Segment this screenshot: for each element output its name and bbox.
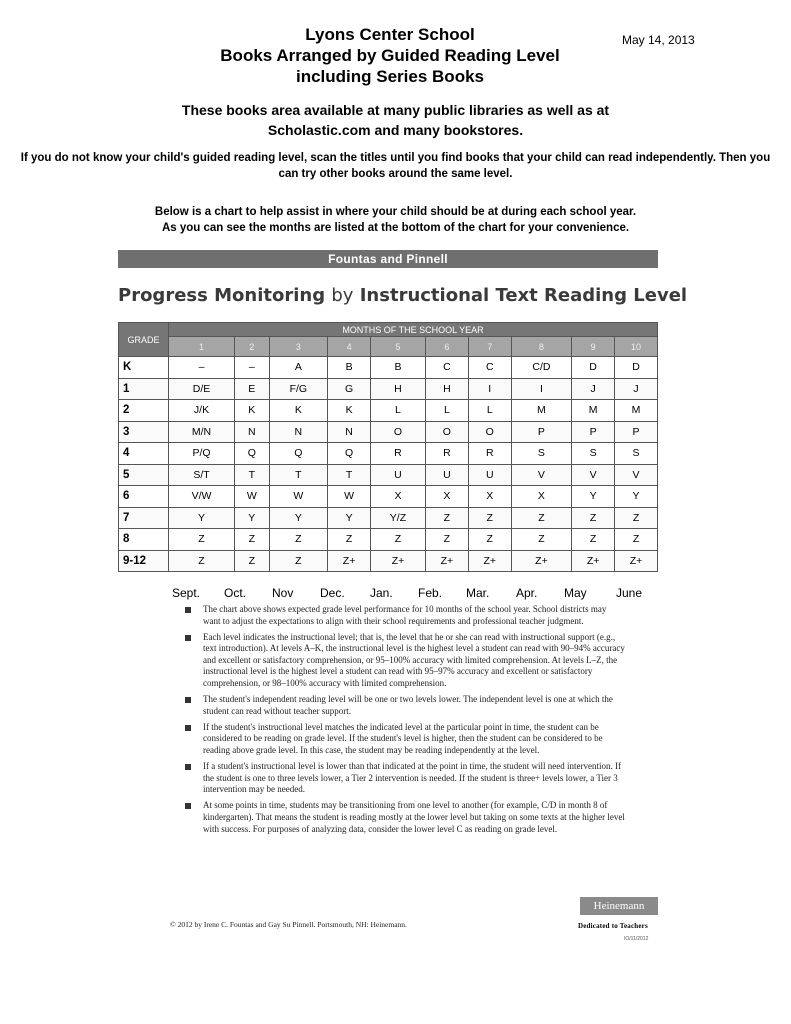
level-cell: T (328, 464, 371, 486)
level-cell: Y (234, 507, 269, 529)
level-cell: M (572, 400, 615, 422)
level-cell: C (425, 357, 468, 379)
explanation-line: As you can see the months are listed at the bottom of the chart for your convenience. (161, 222, 630, 234)
level-cell: O (468, 421, 511, 443)
level-cell: E (234, 378, 269, 400)
level-cell: Z (468, 507, 511, 529)
month-label: Apr. (516, 586, 538, 600)
level-cell: Z+ (425, 550, 468, 572)
month-number-header: 6 (425, 337, 468, 357)
level-cell: J (572, 378, 615, 400)
level-cell: X (468, 486, 511, 508)
level-cell: U (425, 464, 468, 486)
level-cell: K (328, 400, 371, 422)
month-number-header: 8 (511, 337, 571, 357)
level-cell: X (511, 486, 571, 508)
month-number-header: 4 (328, 337, 371, 357)
level-cell: V (572, 464, 615, 486)
chart-title-part: Progress Monitoring (118, 285, 326, 306)
grade-cell: 9-12 (119, 550, 169, 572)
reading-level-table (118, 322, 658, 572)
title-line: including Series Books (296, 67, 484, 86)
level-cell: Z (511, 507, 571, 529)
month-number-header: 5 (371, 337, 426, 357)
chart-explanation (60, 204, 731, 236)
title-line: Books Arranged by Guided Reading Level (220, 46, 560, 65)
note-text: If a student's instructional level is lower than that indicated at the point in time, the student will need intervention. If the student is one to three levels lower, a Tier 2 intervention is needed. If the student is three+ levels lower, a Tier 3 intervention may be needed. (203, 761, 622, 795)
availability-note (60, 100, 731, 140)
month-number-header: 10 (615, 337, 658, 357)
month-label: Nov (272, 586, 294, 600)
level-cell: H (371, 378, 426, 400)
note-item (185, 694, 625, 717)
level-cell: V/W (169, 486, 235, 508)
level-cell: D (615, 357, 658, 379)
square-bullet-icon (185, 725, 191, 731)
level-cell: Q (234, 443, 269, 465)
level-cell: S/T (169, 464, 235, 486)
grade-column-header: GRADE (119, 323, 169, 357)
note-text: The chart above shows expected grade level performance for 10 months of the school year. School districts may want to adjust the expectations to align with their school requirements and professional teacher judgment. (203, 604, 607, 626)
level-cell: Z+ (615, 550, 658, 572)
level-cell: S (511, 443, 571, 465)
level-cell: – (169, 357, 235, 379)
level-cell: Z (425, 529, 468, 551)
heinemann-logo: Heinemann (580, 897, 658, 915)
grade-cell: 1 (119, 378, 169, 400)
level-cell: Z+ (511, 550, 571, 572)
level-cell: X (425, 486, 468, 508)
chart-title (118, 285, 688, 306)
level-cell: Z (269, 550, 328, 572)
month-number-header: 3 (269, 337, 328, 357)
month-label: Jan. (370, 586, 393, 600)
level-cell: Y (269, 507, 328, 529)
level-cell: W (234, 486, 269, 508)
level-cell: Z+ (468, 550, 511, 572)
level-cell: B (371, 357, 426, 379)
availability-line: These books area available at many public libraries as well as at (181, 102, 610, 118)
explanation-line: Below is a chart to help assist in where your child should be at during each school year. (154, 206, 637, 218)
square-bullet-icon (185, 764, 191, 770)
level-cell: Y/Z (371, 507, 426, 529)
chart-title-part: Instructional Text Reading Level (359, 285, 688, 306)
level-cell: Z+ (371, 550, 426, 572)
availability-line: Scholastic.com and many bookstores. (267, 122, 524, 138)
month-number-header: 1 (169, 337, 235, 357)
level-cell: L (425, 400, 468, 422)
grade-cell: 2 (119, 400, 169, 422)
grade-cell: 4 (119, 443, 169, 465)
months-column-header: MONTHS OF THE SCHOOL YEAR (169, 323, 658, 337)
level-cell: Z (234, 550, 269, 572)
intro-paragraph: If you do not know your child's guided reading level, scan the titles until you find books that your child can read independently. Then you can try other books around the same level. (20, 152, 771, 180)
note-item (185, 761, 625, 796)
level-cell: O (425, 421, 468, 443)
level-cell: I (468, 378, 511, 400)
square-bullet-icon (185, 635, 191, 641)
month-label: Dec. (320, 586, 345, 600)
level-cell: S (615, 443, 658, 465)
note-text: At some points in time, students may be transitioning from one level to another (for example, C/D in month 8 of kindergarten). That means the student is reading mostly at the lower level but taking on some texts at the higher level with success. For purposes of analyzing data, consider the lower level C as reading on grade level. (203, 800, 625, 834)
table-row (119, 486, 658, 508)
level-cell: U (371, 464, 426, 486)
level-cell: P (572, 421, 615, 443)
level-cell: Z+ (572, 550, 615, 572)
level-cell: X (371, 486, 426, 508)
level-cell: Y (328, 507, 371, 529)
level-cell: Y (572, 486, 615, 508)
month-labels (160, 586, 660, 602)
level-cell: P (615, 421, 658, 443)
level-cell: N (269, 421, 328, 443)
tagline: Dedicated to Teachers (578, 922, 648, 930)
level-cell: U (468, 464, 511, 486)
level-cell: Y (615, 486, 658, 508)
chart-notes (185, 604, 625, 840)
table-row (119, 357, 658, 379)
level-cell: G (328, 378, 371, 400)
level-cell: Q (269, 443, 328, 465)
level-cell: K (234, 400, 269, 422)
level-cell: F/G (269, 378, 328, 400)
level-cell: Z (269, 529, 328, 551)
level-cell: Z+ (328, 550, 371, 572)
level-cell: S (572, 443, 615, 465)
level-cell: A (269, 357, 328, 379)
level-cell: C (468, 357, 511, 379)
table-row (119, 421, 658, 443)
note-text: Each level indicates the instructional level; that is, the level that he or she can read with instructional support (e.g., text introduction). At levels A–K, the instructional level is the highest level a student can read with 90–94% accuracy and excellent or satisfactory comprehension, or 95–100% accuracy with limited comprehension. At levels L–Z, the instructional level is the highest level a student can read with 95–97% accuracy and excellent or satisfactory comprehension, or 98–100% accuracy with limited comprehension. (203, 631, 625, 689)
square-bullet-icon (185, 697, 191, 703)
table-row (119, 507, 658, 529)
level-cell: N (328, 421, 371, 443)
note-text: The student's independent reading level will be one or two levels lower. The independent level is one at which the student can read without teacher support. (203, 694, 613, 716)
note-item (185, 632, 625, 690)
level-cell: R (371, 443, 426, 465)
document-date: May 14, 2013 (622, 33, 695, 47)
level-cell: Z (615, 529, 658, 551)
level-cell: D/E (169, 378, 235, 400)
level-cell: W (269, 486, 328, 508)
note-item (185, 722, 625, 757)
level-cell: Z (615, 507, 658, 529)
level-cell: V (511, 464, 571, 486)
grade-cell: 7 (119, 507, 169, 529)
level-cell: P/Q (169, 443, 235, 465)
level-cell: I (511, 378, 571, 400)
level-cell: P (511, 421, 571, 443)
level-cell: L (371, 400, 426, 422)
level-cell: Z (511, 529, 571, 551)
level-cell: Z (468, 529, 511, 551)
level-cell: W (328, 486, 371, 508)
month-number-header: 2 (234, 337, 269, 357)
grade-cell: K (119, 357, 169, 379)
print-code: IO/11/2012 (624, 936, 649, 942)
table-row (119, 443, 658, 465)
square-bullet-icon (185, 803, 191, 809)
level-cell: D (572, 357, 615, 379)
table-row (119, 529, 658, 551)
grade-cell: 5 (119, 464, 169, 486)
level-cell: R (425, 443, 468, 465)
grade-cell: 3 (119, 421, 169, 443)
level-cell: C/D (511, 357, 571, 379)
level-cell: J (615, 378, 658, 400)
month-label: May (564, 586, 587, 600)
level-cell: M (615, 400, 658, 422)
table-row (119, 378, 658, 400)
grade-cell: 8 (119, 529, 169, 551)
document-title (140, 24, 640, 87)
level-cell: L (468, 400, 511, 422)
level-cell: V (615, 464, 658, 486)
month-number-header: 9 (572, 337, 615, 357)
level-cell: Z (371, 529, 426, 551)
copyright: © 2012 by Irene C. Fountas and Gay Su Pinnell. Portsmouth, NH: Heinemann. (170, 920, 407, 929)
level-cell: T (269, 464, 328, 486)
table-row (119, 400, 658, 422)
level-cell: K (269, 400, 328, 422)
level-cell: M/N (169, 421, 235, 443)
level-cell: H (425, 378, 468, 400)
level-cell: Z (169, 550, 235, 572)
level-cell: Z (425, 507, 468, 529)
note-text: If the student's instructional level matches the indicated level at the particular point in time, the student can be considered to be reading on grade level. If the student's level is higher, then the student can be considered to be reading above grade level. In this case, the student may be reading independently at the level. (203, 721, 603, 756)
month-label: Feb. (418, 586, 443, 600)
level-cell: R (468, 443, 511, 465)
level-cell: Z (572, 507, 615, 529)
month-label: Mar. (466, 586, 490, 600)
level-cell: Z (169, 529, 235, 551)
chart-banner: Fountas and Pinnell (118, 250, 658, 268)
table-row (119, 464, 658, 486)
note-item (185, 800, 625, 835)
title-line: Lyons Center School (305, 25, 475, 44)
note-item (185, 604, 625, 627)
chart-title-by: by (331, 285, 354, 306)
level-cell: T (234, 464, 269, 486)
level-cell: – (234, 357, 269, 379)
level-cell: Z (234, 529, 269, 551)
level-cell: B (328, 357, 371, 379)
level-cell: N (234, 421, 269, 443)
grade-cell: 6 (119, 486, 169, 508)
month-label: June (616, 586, 643, 600)
month-label: Sept. (172, 586, 201, 600)
level-cell: J/K (169, 400, 235, 422)
month-number-header: 7 (468, 337, 511, 357)
square-bullet-icon (185, 607, 191, 613)
level-cell: Z (572, 529, 615, 551)
month-label: Oct. (224, 586, 247, 600)
level-cell: Q (328, 443, 371, 465)
level-cell: Y (169, 507, 235, 529)
table-row (119, 550, 658, 572)
level-cell: M (511, 400, 571, 422)
level-cell: Z (328, 529, 371, 551)
level-cell: O (371, 421, 426, 443)
